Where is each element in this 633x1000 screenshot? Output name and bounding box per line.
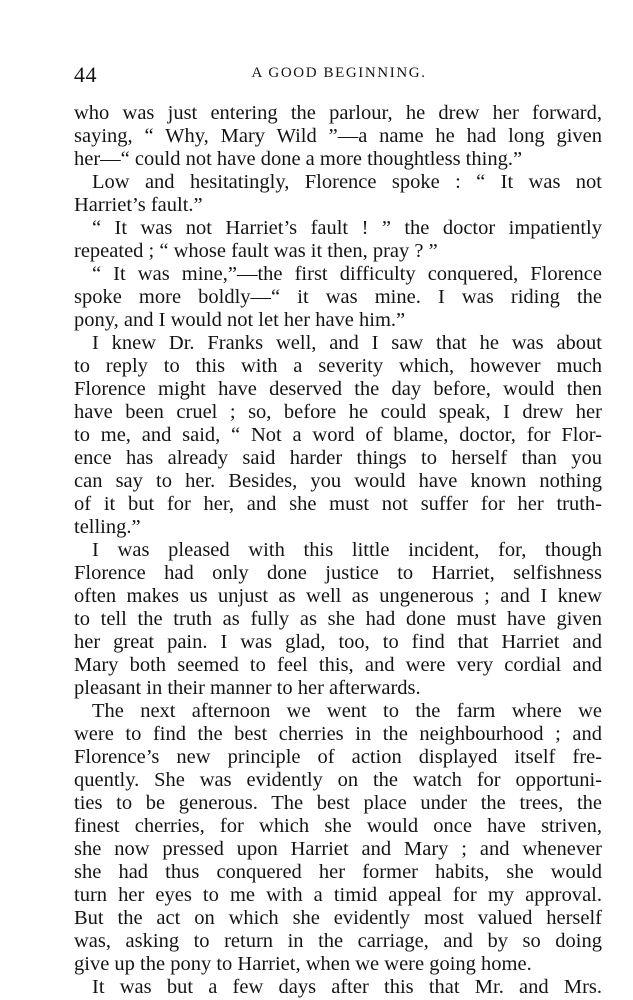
text-line: give up the pony to Harriet, when we were going home. <box>74 953 532 975</box>
page-number: 44 <box>74 62 97 87</box>
text-line: of it but for her, and she must not suffer for her truth- <box>74 493 602 515</box>
text-line: saying, “ Why, Mary Wild ”—a name he had long given <box>74 125 602 147</box>
text-line: to reply to this with a severity which, however much <box>74 355 602 377</box>
text-line: repeated ; “ whose fault was it then, pray ? ” <box>74 240 438 262</box>
body-text <box>74 102 602 999</box>
text-line: The next afternoon we went to the farm where we <box>92 700 602 722</box>
text-line: Mary both seemed to feel this, and were very cordial and <box>74 654 602 676</box>
text-line: pleasant in their manner to her afterwards. <box>74 677 421 699</box>
text-line: turn her eyes to me with a timid appeal for my approval. <box>74 884 602 906</box>
text-line: she had thus conquered her former habits, she would <box>74 861 602 883</box>
text-line: It was but a few days after this that Mr. and Mrs. <box>92 976 602 998</box>
text-line: ence has already said harder things to herself than you <box>74 447 602 469</box>
text-line: Low and hesitatingly, Florence spoke : “ It was not <box>92 171 602 193</box>
text-line: was, asking to return in the carriage, and by so doing <box>74 930 602 952</box>
running-head: A GOOD BEGINNING. <box>251 65 427 81</box>
text-line: her great pain. I was glad, too, to find that Harriet and <box>74 631 602 653</box>
text-line: finest cherries, for which she would once have striven, <box>74 815 602 837</box>
page-header <box>74 62 604 92</box>
text-line: to tell the truth as fully as she had done must have given <box>74 608 602 630</box>
text-line: can say to her. Besides, you would have known nothing <box>74 470 602 492</box>
text-line: to me, and said, “ Not a word of blame, doctor, for Flor- <box>74 424 602 446</box>
text-line: Harriet’s fault.” <box>74 194 203 216</box>
text-line: she now pressed upon Harriet and Mary ; and whenever <box>74 838 602 860</box>
text-line: I knew Dr. Franks well, and I saw that he was about <box>92 332 602 354</box>
text-line: have been cruel ; so, before he could speak, I drew her <box>74 401 602 423</box>
text-line: Florence had only done justice to Harriet, selfishness <box>74 562 602 584</box>
text-line: Florence’s new principle of action displayed itself fre- <box>74 746 602 768</box>
text-line: often makes us unjust as well as ungenerous ; and I knew <box>74 585 602 607</box>
text-line: her—“ could not have done a more thoughtless thing.” <box>74 148 523 170</box>
text-line: I was pleased with this little incident, for, though <box>92 539 602 561</box>
text-line: telling.” <box>74 516 141 538</box>
text-line: “ It was mine,”—the first difficulty conquered, Florence <box>92 263 602 285</box>
text-line: were to find the best cherries in the neighbourhood ; and <box>74 723 602 745</box>
text-line: “ It was not Harriet’s fault ! ” the doctor impatiently <box>92 217 602 239</box>
text-line: quently. She was evidently on the watch for opportuni- <box>74 769 602 791</box>
text-line: ties to be generous. The best place under the trees, the <box>74 792 602 814</box>
text-line: who was just entering the parlour, he drew her forward, <box>74 102 602 124</box>
text-line: But the act on which she evidently most valued herself <box>74 907 602 929</box>
text-line: pony, and I would not let her have him.” <box>74 309 406 331</box>
text-line: spoke more boldly—“ it was mine. I was riding the <box>74 286 602 308</box>
text-line: Florence might have deserved the day before, would then <box>74 378 602 400</box>
